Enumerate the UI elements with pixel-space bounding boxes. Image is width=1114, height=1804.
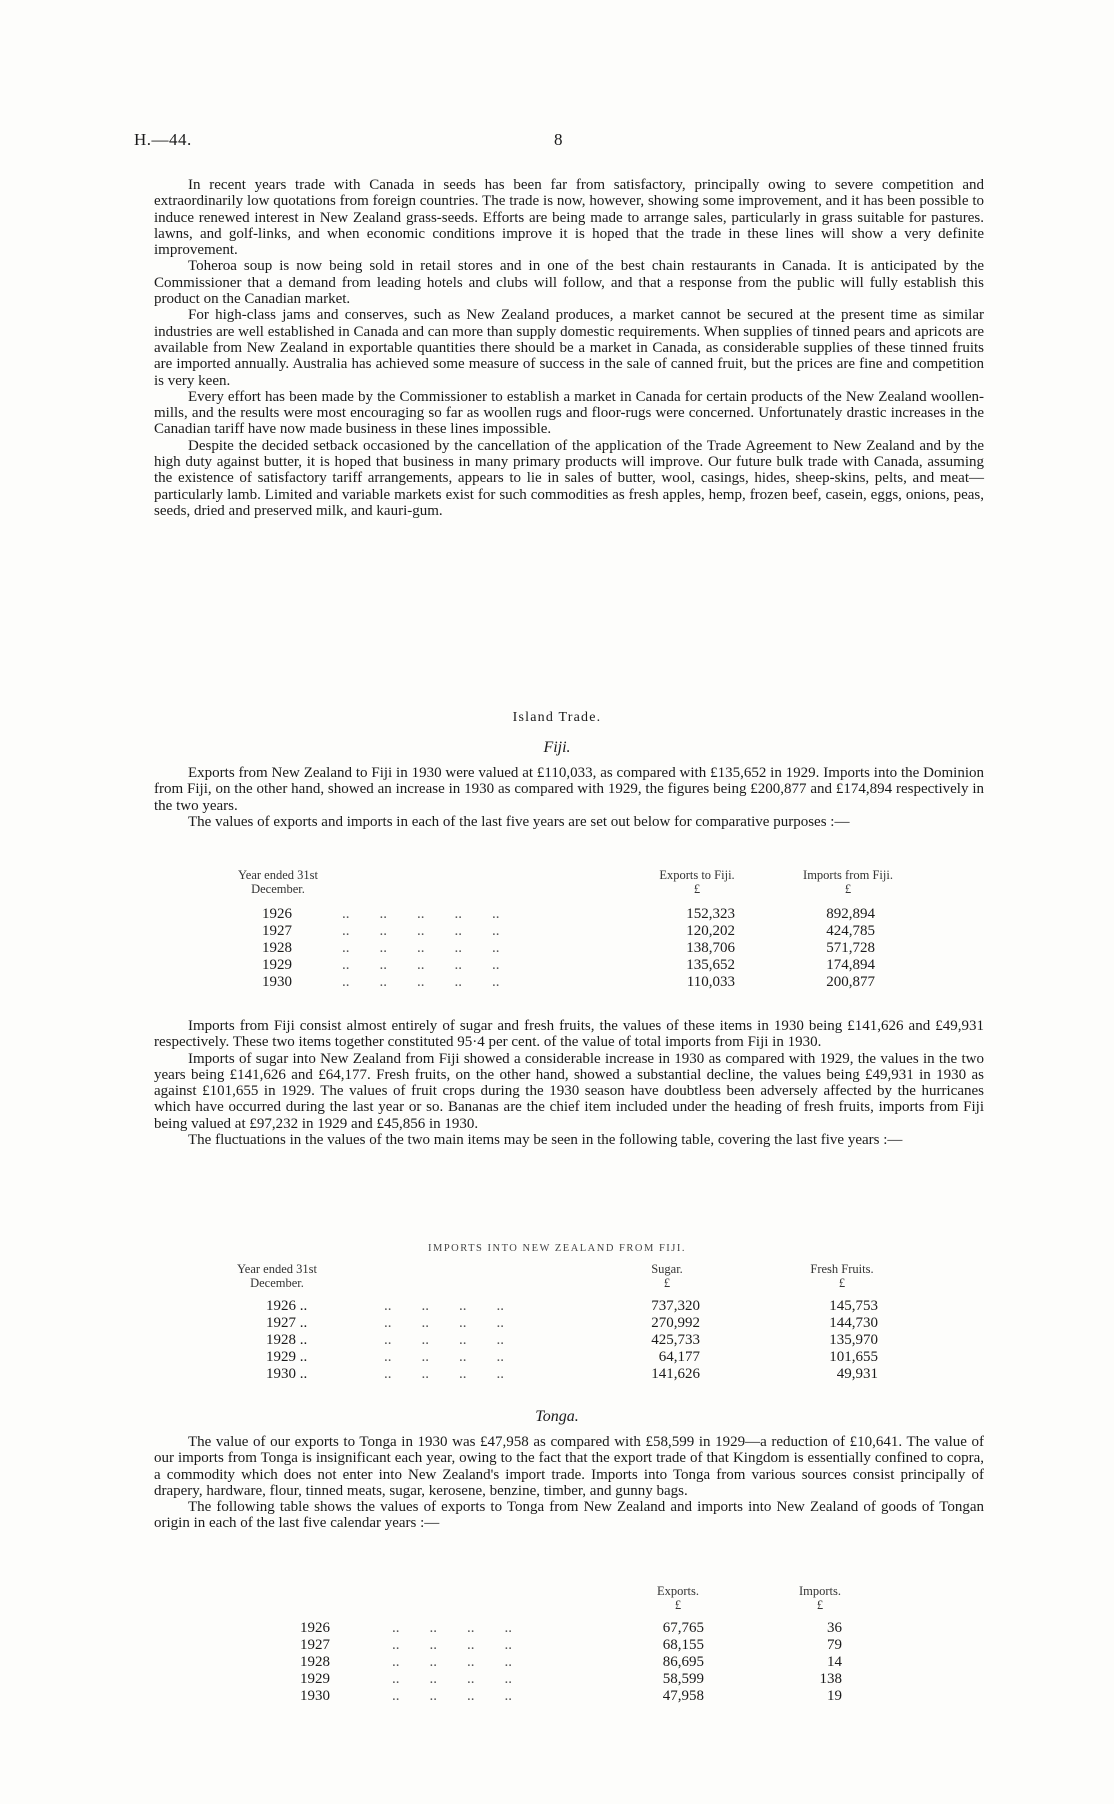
fresh-fruits-value: 144,730 [829, 1315, 878, 1331]
exports-value: 86,695 [662, 1654, 704, 1670]
subheading-fiji: Fiji. [543, 739, 571, 756]
paragraph: Toheroa soup is now being sold in retail stores and in one of the best chain restaurants in Canada. It is anticipated by the Commissioner that a demand from leading hotels and clubs will follow, and that a response from the public will fully establish this product on the Canadian market. [154, 258, 984, 308]
column-header-fresh-fruits [782, 1262, 902, 1290]
paragraph: The following table shows the values of exports to Tonga from New Zealand and imports into New Zealand of goods of Tongan origin in each of the last five calendar years :— [154, 1499, 984, 1532]
sugar-value: 270,992 [651, 1315, 700, 1331]
column-label: Exports. [656, 1584, 699, 1598]
exports-value: 67,765 [662, 1620, 704, 1636]
exports-value: 135,652 [686, 957, 735, 973]
subheading-tonga: Tonga. [535, 1408, 579, 1425]
fiji-detail-text [154, 1018, 984, 1148]
currency-unit: £ [844, 882, 852, 896]
column-header-year: Year ended 31st December. [238, 868, 318, 896]
exports-value: 47,958 [662, 1688, 704, 1704]
paragraph: Exports from New Zealand to Fiji in 1930 were valued at £110,033, as compared with £135,652 in 1929. Imports into the Dominion from Fiji, on the other hand, showed an increase in 1930 as compared with 1929, the figures being £200,877 and £174,894 respectively in the two years. [154, 765, 984, 814]
exports-value: 68,155 [662, 1637, 704, 1653]
imports-value: 174,894 [826, 957, 875, 973]
currency-unit: £ [693, 882, 701, 896]
table-row: 1927 .. .. .. .. 68,155 79 [300, 1637, 842, 1653]
row-year: 1929 [262, 957, 292, 973]
table-row: 1928 .. .. .. .. 86,695 14 [300, 1654, 842, 1670]
row-year: 1928 [300, 1654, 330, 1670]
paragraph: For high-class jams and conserves, such as New Zealand produces, a market cannot be secured at the present time as similar industries are well established in Canada and can more than supply domestic requirements. When supplies of tinned pears and apricots are available from New Zealand in exportable quantities there should be a market in Canada, as considerable supplies of these tinned fruits are imported annually. Australia has achieved some measure of success in the sale of canned fruit, but the prices are fine and competition is very keen. [154, 307, 984, 389]
fresh-fruits-value: 49,931 [836, 1366, 878, 1382]
paragraph: The fluctuations in the values of the two main items may be seen in the following table, covering the last five years :— [188, 1132, 903, 1149]
paragraph: In recent years trade with Canada in seeds has been far from satisfactory, principally owing to severe competition and extraordinarily low quotations from foreign countries. The trade is now, however, showing some improvement, and it has been possible to induce renewed interest in New Zealand grass-seeds. Efforts are being made to arrange sales, particularly in grass suitable for pastures. lawns, and golf-links, and when economic conditions improve it is hoped that the trade in these lines will show a very definite improvement. [154, 177, 984, 259]
column-label: Exports to Fiji. [659, 868, 735, 882]
page-number: 8 [554, 130, 563, 149]
table-row: 1926 .. .. .. .. .. 737,320 145,753 [266, 1298, 878, 1314]
table-row: 1930 .. .. .. .. 47,958 19 [300, 1688, 842, 1704]
row-year: 1926 .. [266, 1298, 308, 1314]
tonga-text [154, 1434, 984, 1532]
paragraph: Despite the decided setback occasioned by the cancellation of the application of the Trade Agreement to New Zealand and by the high duty against butter, it is hoped that business in many primary products will improve. Our future bulk trade with Canada, assuming the existence of satisfactory tariff arrangements, appears to lie in sales of butter, wool, casings, hides, sheep-skins, pelts, and meat—particularly lamb. Limited and variable markets exist for such commodities as fresh apples, hemp, frozen beef, casein, eggs, onions, peas, seeds, dried and preserved milk, and kauri-gum. [154, 437, 984, 519]
sugar-value: 64,177 [658, 1349, 700, 1365]
row-year: 1930 .. [266, 1366, 308, 1382]
column-header-imports [770, 1584, 870, 1612]
currency-unit: £ [663, 1276, 671, 1290]
row-year: 1926 [262, 906, 292, 922]
column-header-year: Year ended 31st December. [237, 1262, 317, 1290]
table-row: 1929 .. .. .. .. .. 64,177 101,655 [266, 1349, 878, 1365]
row-year: 1928 [262, 940, 292, 956]
paragraph: Every effort has been made by the Commissioner to establish a market in Canada for certain products of the New Zealand woollen-mills, and the results were most encouraging so far as woollen rugs and floor-rugs were concerned. Unfortunately drastic increases in the Canadian tariff have now made business in these lines impossible. [154, 388, 984, 438]
imports-value: 892,894 [826, 906, 875, 922]
table-caption: IMPORTS INTO NEW ZEALAND FROM FIJI. [428, 1243, 686, 1254]
table-row: 1928 .. .. .. .. .. 425,733 135,970 [266, 1332, 878, 1348]
imports-value: 36 [827, 1620, 842, 1636]
table-row: 1930 .. .. .. .. .. 141,626 49,931 [266, 1366, 878, 1382]
row-year: 1928 .. [266, 1332, 308, 1348]
imports-value: 19 [827, 1688, 842, 1704]
imports-value: 424,785 [826, 923, 875, 939]
row-year: 1927 [300, 1637, 330, 1653]
paragraph: The value of our exports to Tonga in 1930 was £47,958 as compared with £58,599 in 1929—a reduction of £10,641. The value of our imports from Tonga is insignificant each year, owing to the fact that the export trade of that Kingdom is essentially confined to copra, a commodity which does not enter into New Zealand's import trade. Imports into Tonga from various sources consist principally of drapery, hardware, flour, tinned meats, sugar, kerosene, benzine, timber, and gunny bags. [154, 1434, 984, 1499]
column-label: Imports from Fiji. [803, 868, 893, 882]
table-row: 1927 .. .. .. .. .. 270,992 144,730 [266, 1315, 878, 1331]
paragraph: Imports of sugar into New Zealand from Fiji showed a considerable increase in 1930 as compared with 1929, the values in the two years being £141,626 and £64,177. Fresh fruits, on the other hand, showed a substantial decline, the values being £49,931 in 1930 as against £101,655 in 1929. The values of fruit crops during the 1930 season have doubtless been adversely affected by the hurricanes which have occurred during the last year or so. Bananas are the chief item included under the heading of fresh fruits, imports from Fiji being valued at £97,232 in 1929 and £45,856 in 1930. [154, 1050, 984, 1132]
row-year: 1930 [300, 1688, 330, 1704]
sugar-value: 425,733 [651, 1332, 700, 1348]
table-row: 1926 .. .. .. .. .. 152,323 892,894 [262, 906, 875, 922]
fresh-fruits-value: 101,655 [829, 1349, 878, 1365]
table-row: 1929 .. .. .. .. .. 135,652 174,894 [262, 957, 875, 973]
table-row: 1929 .. .. .. .. 58,599 138 [300, 1671, 842, 1687]
fiji-intro-text [154, 765, 984, 830]
column-label: Sugar. [651, 1262, 683, 1276]
column-header-imports [778, 868, 918, 896]
paragraph: The values of exports and imports in each of the last five years are set out below for comparative purposes :— [188, 813, 850, 830]
exports-value: 120,202 [686, 923, 735, 939]
table-row: 1926 .. .. .. .. 67,765 36 [300, 1620, 842, 1636]
fresh-fruits-value: 145,753 [829, 1298, 878, 1314]
column-header-exports [632, 868, 762, 896]
table-row: 1927 .. .. .. .. .. 120,202 424,785 [262, 923, 875, 939]
paragraph: Imports from Fiji consist almost entirely of sugar and fresh fruits, the values of these items in 1930 being £141,626 and £49,931 respectively. These two items together constituted 95·4 per cent. of the value of total imports from Fiji in 1930. [154, 1018, 984, 1051]
exports-value: 138,706 [686, 940, 735, 956]
row-year: 1927 [262, 923, 292, 939]
row-year: 1927 .. [266, 1315, 308, 1331]
imports-value: 14 [827, 1654, 842, 1670]
currency-unit: £ [674, 1598, 682, 1612]
canada-trade-text [154, 177, 984, 519]
imports-value: 79 [827, 1637, 842, 1653]
imports-value: 138 [819, 1671, 842, 1687]
row-year: 1930 [262, 974, 292, 990]
sugar-value: 737,320 [651, 1298, 700, 1314]
exports-value: 152,323 [686, 906, 735, 922]
imports-value: 571,728 [826, 940, 875, 956]
fresh-fruits-value: 135,970 [829, 1332, 878, 1348]
table-row: 1928 .. .. .. .. .. 138,706 571,728 [262, 940, 875, 956]
table-row: 1930 .. .. .. .. .. 110,033 200,877 [262, 974, 875, 990]
column-header-sugar [612, 1262, 722, 1290]
column-label: Fresh Fruits. [810, 1262, 874, 1276]
exports-value: 58,599 [662, 1671, 704, 1687]
column-header-exports [628, 1584, 728, 1612]
document-reference: H.—44. [134, 130, 192, 149]
row-year: 1929 [300, 1671, 330, 1687]
row-year: 1926 [300, 1620, 330, 1636]
sugar-value: 141,626 [651, 1366, 700, 1382]
section-heading-island-trade: Island Trade. [512, 710, 602, 725]
column-label: Imports. [798, 1584, 841, 1598]
currency-unit: £ [816, 1598, 824, 1612]
imports-value: 200,877 [826, 974, 875, 990]
row-year: 1929 .. [266, 1349, 308, 1365]
currency-unit: £ [838, 1276, 846, 1290]
exports-value: 110,033 [686, 974, 735, 990]
